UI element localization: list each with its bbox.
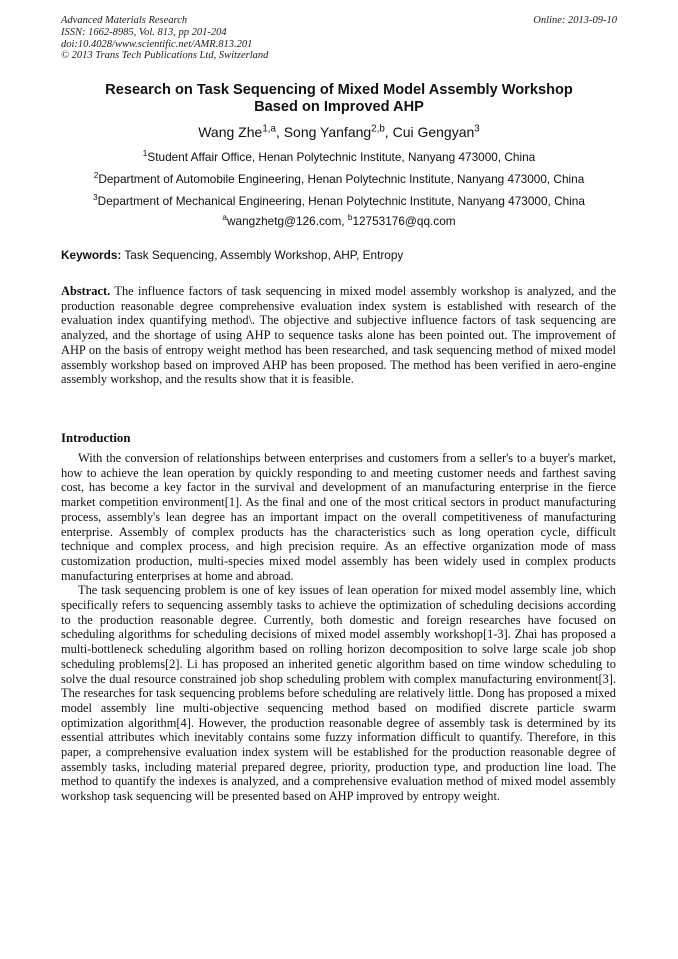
affiliation-marker: 1 (142, 149, 148, 159)
author-superscript: 1,a (262, 123, 276, 135)
author-superscript: 3 (474, 123, 480, 135)
email-line (61, 214, 617, 228)
paragraph: The task sequencing problem is one of key issues of lean operation for mixed model assembly line, which specifically refers to sequencing assembly tasks to achieve the optimization of scheduling decisions according to the production reasonable degree. Currently, both domestic and foreign researches have focused on scheduling algorithms for scheduling decisions of mixed model assembly workshop[1-3]. Zhai has proposed a multi-bottleneck scheduling algorithm based on rolling horizon decomposition to solve large scale job shop scheduling problems[2]. Li has proposed an inherited genetic algorithm based on time window scheduling to solve the dual resource constrained job shop scheduling problem with complex manufacturing environment[3]. The researches for task sequencing problems before scheduling are relatively little. Dong has proposed a mixed model assembly line multi-objective sequencing method based on modified discrete particle swarm optimization algorithm[4]. However, the production reasonable degree of assembly task is determined by its essential attributes which inevitably contains some fuzzy information difficult to quantify. Therefore, in this paper, a comprehensive evaluation index system will be established for the production reasonable degree of assembly tasks, including material prepared degree, priority, production type, and production line load. The method to quantify the indexes is analyzed, and a comprehensive evaluation method of mixed model assembly workshop task sequencing will be presented based on AHP improved by entropy weight. (61, 583, 616, 804)
introduction-body (61, 451, 616, 804)
email-marker: a (222, 213, 227, 223)
paper-title (61, 82, 617, 116)
abstract-text: The influence factors of task sequencing in mixed model assembly workshop is analyzed, and the production reasonable degree comprehensive evaluation index system is established with research of the evaluation index quantifying method\. The objective and subjective influence factors of task sequencing are analyzed, and the shortage of using AHP to sequence tasks alone has been pointed out. The improvement of AHP on the basis of entropy weight method has been researched, and task sequencing method of mixed model assembly workshop based on improved AHP has been proposed. The method has been verified in aero-engine assembly workshop, and the results show that it is feasible. (61, 284, 616, 387)
title-line-2: Based on Improved AHP (254, 99, 424, 115)
keywords-label: Keywords: (61, 248, 122, 262)
affiliation-3 (61, 194, 617, 208)
affiliation-1 (61, 150, 617, 164)
affiliation-text: Student Affair Office, Henan Polytechnic Institute, Nanyang 473000, China (147, 150, 536, 164)
abstract (61, 284, 616, 387)
affiliation-marker: 2 (93, 171, 99, 181)
author-name: Song Yanfang (283, 124, 372, 140)
email-b: 12753176@qq.com (352, 214, 456, 228)
title-line-1: Research on Task Sequencing of Mixed Model Assembly Workshop (105, 82, 573, 98)
author-name: Wang Zhe (198, 124, 263, 140)
affiliation-text: Department of Automobile Engineering, Henan Polytechnic Institute, Nanyang 473000, China (98, 172, 585, 186)
email-a: wangzhetg@126.com, (227, 214, 345, 228)
doi-line: doi:10.4028/www.scientific.net/AMR.813.201 (61, 38, 253, 50)
abstract-label: Abstract. (61, 284, 111, 298)
keywords-text: Task Sequencing, Assembly Workshop, AHP, Entropy (124, 248, 404, 262)
affiliation-text: Department of Mechanical Engineering, Henan Polytechnic Institute, Nanyang 473000, China (97, 194, 585, 208)
section-heading-introduction: Introduction (61, 431, 131, 445)
paragraph: With the conversion of relationships between enterprises and customers from a seller's to a buyer's market, how to achieve the lean operation by quickly responding to and meeting customer needs and farthest saving cost, has become a key factor in the survival and development of an manufacturing enterprise in the fierce market competition environment[1]. As the final and one of the most critical sectors in product manufacturing process, assembly's lean degree has an important impact on the overall competitiveness of manufacturing enterprise. Assembly of complex products has the characteristics such as long operation cycle, difficult technique and complex process, and high precision require. As an effective organization mode of mass customization production, multi-species mixed model assembly has been widely used in complex products manufacturing enterprises at home and abroad. (61, 451, 616, 583)
copyright-line: © 2013 Trans Tech Publications Ltd, Switzerland (61, 50, 269, 62)
author-superscript: 2,b (371, 123, 385, 135)
affiliation-marker: 3 (93, 193, 98, 203)
journal-header (61, 15, 617, 62)
issn-line: ISSN: 1662-8985, Vol. 813, pp 201-204 (61, 26, 227, 38)
affiliation-2 (61, 172, 617, 186)
author-name: Cui Gengyan (392, 124, 475, 140)
keywords (61, 248, 617, 262)
online-date: Online: 2013-09-10 (533, 15, 617, 26)
author-list: Wang Zhe$^{1,a}$, Song Yanfang$^{2,b}$, Cui Gengyan$^3$ (198, 123, 480, 140)
journal-name: Advanced Materials Research (61, 15, 188, 26)
email-marker: b (347, 213, 353, 223)
